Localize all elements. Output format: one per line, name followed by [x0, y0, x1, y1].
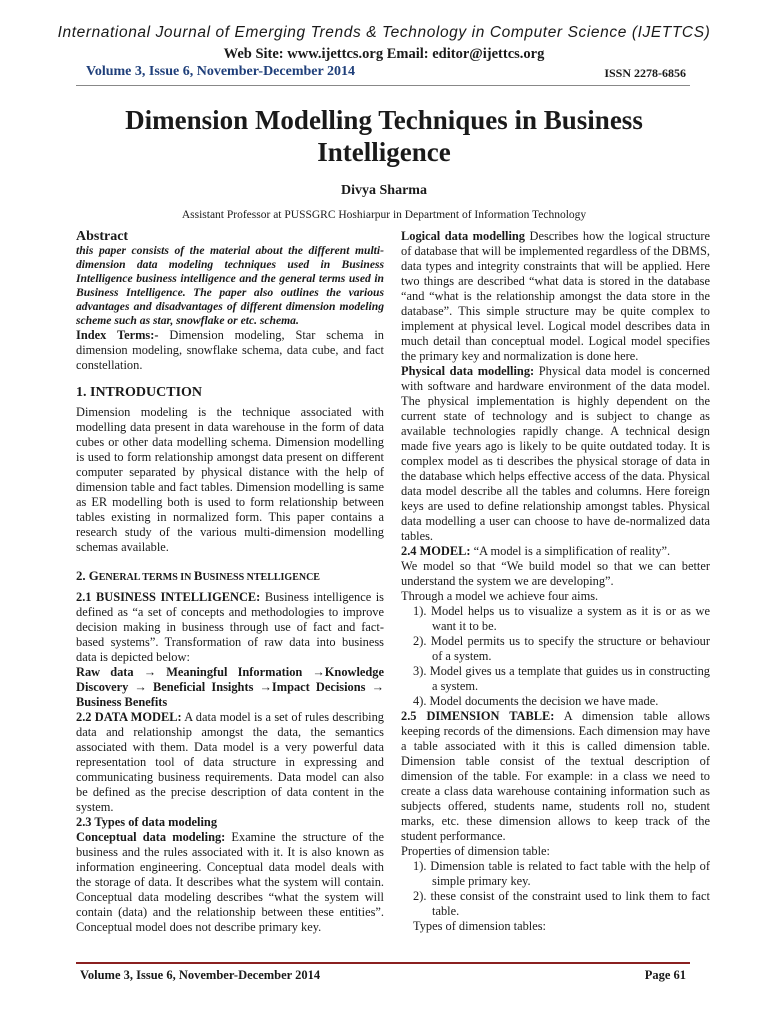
logical-paragraph — [401, 229, 710, 364]
data-model-paragraph — [76, 710, 384, 815]
props-heading: Properties of dimension table: — [401, 844, 551, 858]
ldm-label: Logical data modelling — [401, 229, 525, 243]
bi-paragraph — [76, 590, 384, 665]
types-heading: 2.3 Types of data modeling — [76, 815, 218, 829]
index-terms-label: Index Terms:- — [76, 328, 159, 342]
bi-flow: Raw data → Meaningful Information →Knowledge Discovery → Beneficial Insights →Impact Decisions → Business Benefits — [76, 665, 384, 709]
footer-volume: Volume 3, Issue 6, November-December 2014 — [80, 968, 321, 982]
dt-text: A dimension table allows keeping records of the dimensions. Each dimension may have a table associated with it this is called dimension table. Dimension table consist of the textual description of dimension of the table. For example: in a class we need to create a class data warehouse containing information such as subjects offered, students name, students roll no, student marks, etc. these dimension allows to keep track of the student performance. — [401, 709, 710, 843]
list-item: 1). Model helps us to visualize a system as it is or as we want it to be. — [413, 604, 710, 633]
conceptual-paragraph — [76, 830, 384, 935]
sec2-part3: B — [193, 569, 203, 583]
intro-text: Dimension modeling is the technique associated with modelling data present in data warehouse in the form of data cubes or other data modelling schema. Dimension modelling is used to form relationship amongst data present on different computer separated by physical distance with the help of dimension table and fact tables. Dimension modelling is same as ER modelling both is used to form relationship between tables existing in normalized form. This paper contains a research study of the various multi-dimension modelling schemas available. — [76, 405, 384, 554]
list-item: 4). Model documents the decision we have made. — [413, 694, 659, 708]
volume-issue: Volume 3, Issue 6, November-December 2014 — [86, 64, 355, 79]
author-affiliation: Assistant Professor at PUSSGRC Hoshiarpur in Department of Information Technology — [181, 209, 587, 221]
model-text: “A model is a simplification of reality”. — [470, 544, 671, 558]
cdm-label: Conceptual data modeling: — [76, 830, 226, 844]
model-p3: Through a model we achieve four aims. — [401, 589, 599, 603]
dm-label: 2.2 DATA MODEL: — [76, 710, 182, 724]
dimension-table-paragraph — [401, 709, 710, 844]
dt-label: 2.5 DIMENSION TABLE: — [401, 709, 555, 723]
footer-divider — [76, 962, 690, 964]
pdm-label: Physical data modelling: — [401, 364, 535, 378]
model-p2: We model so that “We build model so that we can better understand the system we are developing”. — [401, 559, 710, 588]
author-name: Divya Sharma — [341, 183, 427, 198]
model-paragraph — [401, 544, 710, 559]
bi-text: Business intelligence is defined as “a set of concepts and methodologies to improve decision making in business through use of fact and fact-based systems”. Transformation of raw data into business data is depicted below: — [76, 590, 384, 664]
abstract-text: this paper consists of the material about the different multi-dimension data modeling techniques used in Business Intelligence business intelligence and the general terms used in Business Intelligence. The paper also outlines the various advantages and disadvantages of different dimension modeling scheme such as star, snowflake or etc. schema. — [76, 244, 384, 327]
section-2-heading — [76, 568, 384, 586]
types-line: Types of dimension tables: — [413, 919, 546, 933]
sec2-part1: 2. G — [76, 569, 99, 583]
index-terms — [76, 328, 384, 373]
props-list — [401, 859, 710, 919]
physical-paragraph — [401, 364, 710, 544]
sec2-part4: USINESS NTELLIGENCE — [202, 572, 320, 583]
pdm-text: Physical data model is concerned with software and hardware environment of the data model. The physical implementation is highly dependent on the current state of technology and is subject to change as available technologies rapidly change. A technical design made five years ago is likely to be quite outdated today. It is complex model as ti describes the physical storage of data in the database which helps effective access of the data. Physical data model describe all the tables and columns. Here foreign keys are used to define relationship amongst tables. Physical data modelling a user can choose to have de-normalized data tables. — [401, 364, 710, 543]
journal-website: Web Site: www.ijettcs.org Email: editor@ijettcs.org — [223, 46, 545, 62]
model-label: 2.4 MODEL: — [401, 544, 471, 558]
issn: ISSN 2278-6856 — [604, 66, 686, 80]
aims-list — [401, 604, 710, 709]
list-item: 2). these consist of the constraint used to link them to fact table. — [413, 889, 710, 918]
ldm-text: Describes how the logical structure of database that will be implemented regardless of the DBMS, data types and integrity constraints that will be applied. Here two things are described “what data is stored in the database “and “what is the relationship amongst the data store in the database”. This simple structure may be quite complex to implement at physical level. Logical model describes data in much detail than conceptual model. Logical model specifies the primary key and normalization is done here. — [401, 229, 710, 363]
list-item: 1). Dimension table is related to fact table with the help of simple primary key. — [413, 859, 710, 888]
paper-title: Dimension Modelling Techniques in Business Intelligence — [125, 105, 643, 167]
abstract-heading: Abstract — [76, 229, 129, 244]
index-terms-text: Dimension modeling, Star schema in dimension modeling, snowflake schema, data cube, and fact constellation. — [76, 328, 384, 372]
list-item: 3). Model gives us a template that guides us in constructing a system. — [413, 664, 710, 693]
bi-label: 2.1 BUSINESS INTELLIGENCE: — [76, 590, 261, 604]
right-column — [401, 229, 710, 934]
dm-text: A data model is a set of rules describing data and relationship amongst the data, the semantics associated with them. Data model is a very powerful data representation tool of data structure in expressing and communicating business requirements. Data model can also be defined as the precise description of data content in the system. — [76, 710, 384, 814]
sec2-part2: ENERAL TERMS IN — [98, 572, 194, 583]
header-divider — [76, 85, 690, 86]
intro-heading: 1. INTRODUCTION — [76, 385, 203, 400]
cdm-text: Examine the structure of the business and the rules associated with it. It is also known as information engineering. Conceptual data model deals with the storage of data. It describes what the system will contain. Conceptual data modeling describes “what the system will contain (data) and the relationship between these entities”. Conceptual model does not describe primary key. — [76, 830, 384, 934]
list-item: 2). Model permits us to specify the structure or behaviour of a system. — [413, 634, 710, 663]
journal-title: International Journal of Emerging Trends & Technology in Computer Science (IJETTCS) — [57, 24, 711, 41]
footer-page-number: Page 61 — [644, 968, 686, 982]
left-column — [76, 229, 384, 935]
